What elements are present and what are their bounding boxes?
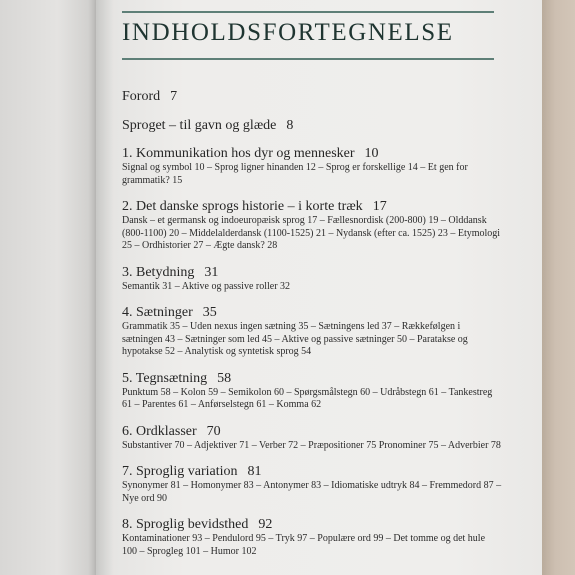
toc-entry-chapter-1 <box>122 145 502 187</box>
table-of-contents <box>122 88 502 558</box>
toc-entry-chapter-8 <box>122 516 502 558</box>
entry-title: 6. Ordklasser <box>122 423 197 439</box>
entry-title: 1. Kommunikation hos dyr og mennesker <box>122 146 355 161</box>
entry-title: Forord <box>122 89 161 104</box>
entry-page: 58 <box>217 370 232 386</box>
entry-title: 5. Tegnsætning <box>122 370 208 386</box>
entry-subsections: Semantik 31 – Aktive og passive roller 32 <box>122 280 291 292</box>
entry-subsections: Grammatik 35 – Uden nexus ingen sætning 35 – Sætningens led 37 – Rækkefølgen i sætningen 43 – Sætninger som led 45 – Aktive og passive sætninger 50 – Paratakse og hypotakse 52 – Analytisk og syntetisk sprog 54 <box>122 321 468 357</box>
toc-entry-chapter-6 <box>122 423 502 453</box>
toc-entry-chapter-4 <box>122 304 502 359</box>
entry-title: 3. Betydning <box>122 264 195 280</box>
entry-title: 4. Sætninger <box>122 305 193 320</box>
bottom-rule <box>122 58 494 60</box>
toc-entry-chapter-7 <box>122 463 502 505</box>
entry-title: 7. Sproglig variation <box>122 464 238 479</box>
entry-subsections: Kontaminationer 93 – Pendulord 95 – Tryk 97 – Populære ord 99 – Det tomme og det hule 100 – Sprogleg 101 – Humor 102 <box>122 533 486 557</box>
entry-page: 17 <box>372 199 387 214</box>
entry-page: 31 <box>204 264 219 280</box>
entry-subsections: Synonymer 81 – Homonymer 83 – Antonymer 83 – Idiomatiske udtryk 84 – Fremmedord 87 – Nye ord 90 <box>122 480 502 504</box>
toc-entry-sproget <box>122 117 502 134</box>
entry-page: 81 <box>247 464 262 479</box>
toc-entry-forord <box>122 88 502 105</box>
entry-subsections: Signal og symbol 10 – Sprog ligner hinanden 12 – Sprog er forskellige 14 – Et gen for grammatik? 15 <box>122 162 468 186</box>
toc-entry-chapter-3 <box>122 264 502 294</box>
page-title: INDHOLDSFORTEGNELSE <box>122 19 454 46</box>
entry-title: Sproget – til gavn og glæde <box>122 118 277 133</box>
entry-page: 7 <box>170 89 178 104</box>
entry-title: 2. Det danske sprogs historie – i korte træk <box>122 199 363 214</box>
entry-title: 8. Sproglig bevidsthed <box>122 517 249 532</box>
entry-page: 92 <box>258 517 273 532</box>
table-surface <box>542 0 575 575</box>
entry-subsections: Substantiver 70 – Adjektiver 71 – Verber 72 – Præpositioner 75 Pronominer 75 – Adverbier 78 <box>122 439 501 451</box>
toc-entry-chapter-5 <box>122 370 502 412</box>
entry-page: 35 <box>202 305 217 320</box>
top-rule <box>122 11 494 13</box>
entry-page: 10 <box>364 146 379 161</box>
entry-page: 70 <box>206 423 221 439</box>
left-page <box>0 0 96 575</box>
entry-subsections: Dansk – et germansk og indoeuropæisk sprog 17 – Fællesnordisk (200-800) 19 – Olddansk (800-1100) 20 – Middelalderdansk (1100-1525) 21 – Nydansk (efter ca. 1525) 23 – Etymologi 25 – Ordhistorier 27 – Ægte dansk? 28 <box>122 215 501 251</box>
entry-subsections: Punktum 58 – Kolon 59 – Semikolon 60 – Spørgsmålstegn 60 – Udråbstegn 61 – Tankestreg 61 – Parentes 61 – Anførselstegn 61 – Komma 62 <box>122 386 493 410</box>
entry-page: 8 <box>286 118 294 133</box>
toc-entry-chapter-2 <box>122 198 502 253</box>
